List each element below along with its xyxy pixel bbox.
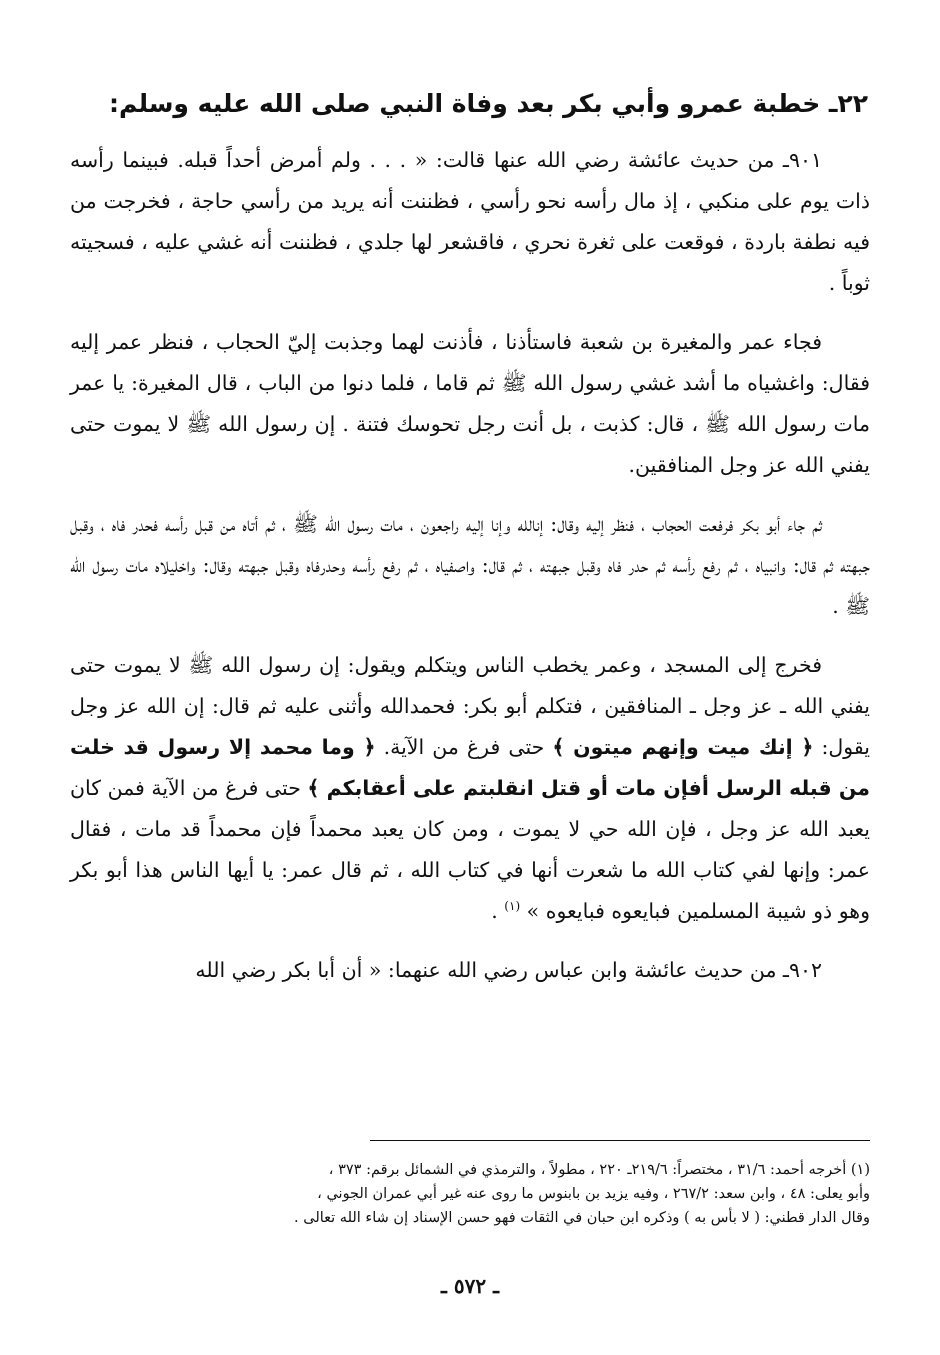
sermon-end-mark: . [491, 899, 498, 923]
paragraph-mosque-sermon [70, 645, 870, 932]
sermon-text-b: حتى فرغ من الآية. [383, 735, 545, 759]
paragraph-hadith-902: ٩٠٢ـ من حديث عائشة وابن عباس رضي الله عنهما: « أن أبا بكر رضي الله [195, 958, 822, 982]
quran-verse-2: ﴿ وما محمد إلا رسول قد خلت من قبله الرسل أفإن مات أو قتل انقلبتم على أعقابكم ﴾ [70, 735, 870, 800]
footnote-line: (١) أخرجه أحمد: ٣١/٦ ، مختصراً: ٢١٩/٦ـ ٢٢٠ ، مطولاً ، والترمذي في الشمائل برقم: ٣٧٣ ، [328, 1162, 870, 1178]
sermon-text-a: فخرج إلى المسجد ، وعمر يخطب الناس ويتكلم ويقول: إن رسول الله ﷺ لا يموت حتى يفني الله ـ عز وجل ـ المنافقين ، فتكلم أبو بكر: فحمدالله وأثنى عليه ثم قال: إن الله عز وجل يقول: [70, 653, 870, 759]
footnote-line: وأبو يعلى: ٤٨ ، وابن سعد: ٢٦٧/٢ ، وفيه يزيد بن بابنوس ما روى عنه غير أبي عمران الجوني ، [317, 1186, 870, 1202]
page-number: ـ ٥٧٢ ـ [441, 1274, 499, 1298]
footnote-divider [370, 1140, 870, 1141]
paragraph-abu-bakr-enters: ثم جاء أبو بكر فرفعت الحجاب ، فنظر إليه وقال: إنالله وإنا إليه راجعون ، مات رسول الله ﷺ ، ثم أتاه من قبل رأسه فحدر فاه ، وقبل جبهته ثم قال: وانبياه ، ثم رفع رأسه ثم حدر فاه وقبل جبهته ، ثم قال: واصفياه ، ثم رفع رأسه وحدرفاه وقبل جبهته وقال: واخليلاه مات رسول الله ﷺ . [70, 512, 870, 618]
paragraph-umar-mughira: فجاء عمر والمغيرة بن شعبة فاستأذنا ، فأذنت لهما وجذبت إليّ الحجاب ، فنظر عمر إليه فقال: واغشياه ما أشد غشي رسول الله ﷺ ثم قاما ، فلما دنوا من الباب ، قال المغيرة: يا عمر مات رسول الله ﷺ ، قال: كذبت ، بل أنت رجل تحوسك فتنة . إن رسول الله ﷺ لا يموت حتى يفني الله عز وجل المنافقين. [70, 330, 870, 477]
sermon-text-c: حتى فرغ من الآية فمن كان يعبد الله عز وجل ، فإن الله حي لا يموت ، ومن كان يعبد محمداً فإن محمداً قد مات ، فقال عمر: وإنها لفي كتاب الله ما شعرت أنها في كتاب الله ، ثم قال عمر: يا أيها الناس هذا أبو بكر وهو ذو شيبة المسلمين فبايعوه فبايعوه » [70, 776, 870, 923]
main-text [70, 140, 870, 1009]
footnote-line: وقال الدار قطني: ( لا بأس به ) وذكره ابن حبان في الثقات فهو حسن الإسناد إن شاء الله تعالى . [294, 1210, 870, 1226]
quran-verse-1: ﴿ إنك ميت وإنهم ميتون ﴾ [552, 735, 814, 759]
footnotes [70, 1158, 870, 1230]
paragraph-hadith-901: ٩٠١ـ من حديث عائشة رضي الله عنها قالت: « . . . ولم أمرض أحداً قبله. فبينما رأسه ذات يوم على منكبي ، إذ مال رأسه نحو رأسي ، فظننت أنه يريد من رأسي حاجة ، فخرجت من فيه نطفة باردة ، فوقعت على ثغرة نحري ، فاقشعر لها جلدي ، فظننت أنه غشي عليه ، فسجيته ثوباً . [70, 148, 870, 295]
footnote-reference: (١) [504, 899, 521, 914]
section-heading: ٢٢ـ خطبة عمرو وأبي بكر بعد وفاة النبي صلى الله عليه وسلم: [109, 89, 868, 118]
